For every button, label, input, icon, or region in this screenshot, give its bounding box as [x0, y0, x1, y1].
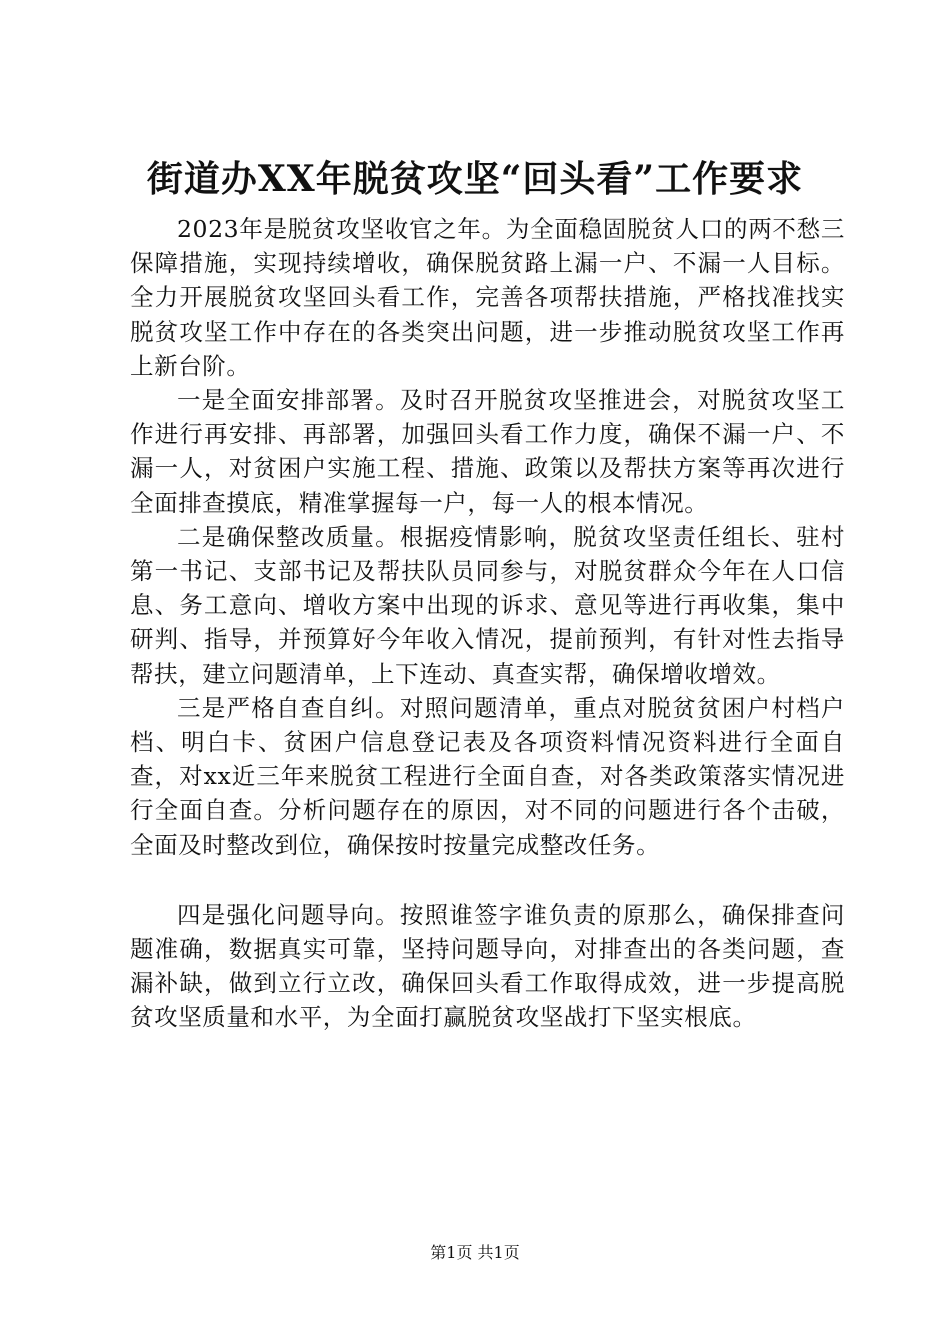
paragraph-problem-orientation: 四是强化问题导向。按照谁签字谁负责的原那么，确保排查问题准确，数据真实可靠，坚持问题导向，对排查出的各类问题，查漏补缺，做到立行立改，确保回头看工作取得成效，进一步提高脱贫攻坚质量和水平，为全面打赢脱贫攻坚战打下坚实根底。 — [130, 900, 845, 1032]
page-footer: 第1页 共1页 — [430, 1243, 520, 1262]
paragraph-intro: 2023年是脱贫攻坚收官之年。为全面稳固脱贫人口的两不愁三保障措施，实现持续增收，确保脱贫路上漏一户、不漏一人目标。全力开展脱贫攻坚回头看工作，完善各项帮扶措施，严格找准找实脱贫攻坚工作中存在的各类突出问题，进一步推动脱贫攻坚工作再上新台阶。 — [130, 215, 845, 380]
document-body — [130, 212, 845, 1035]
document-title: 街道办XX年脱贫攻坚“回头看”工作要求 — [146, 158, 804, 200]
paragraph-deployment: 一是全面安排部署。及时召开脱贫攻坚推进会，对脱贫攻坚工作进行再安排、再部署，加强回头看工作力度，确保不漏一户、不漏一人，对贫困户实施工程、措施、政策以及帮扶方案等再次进行全面排查摸底，精准掌握每一户，每一人的根本情况。 — [130, 386, 845, 517]
paragraph-rectification-quality: 二是确保整改质量。根据疫情影响，脱贫攻坚责任组长、驻村第一书记、支部书记及帮扶队员同参与，对脱贫群众今年在人口信息、务工意向、增收方案中出现的诉求、意见等进行再收集，集中研判、指导，并预算好今年收入情况，提前预判，有针对性去指导帮扶，建立问题清单，上下连动、真查实帮，确保增收增效。 — [130, 522, 845, 688]
paragraph-self-inspection: 三是严格自查自纠。对照问题清单，重点对脱贫贫困户村档户档、明白卡、贫困户信息登记表及各项资料情况资料进行全面自查，对xx近三年来脱贫工程进行全面自查，对各类政策落实情况进行全面自查。分析问题存在的原因，对不同的问题进行各个击破，全面及时整改到位，确保按时按量完成整改任务。 — [130, 693, 845, 859]
